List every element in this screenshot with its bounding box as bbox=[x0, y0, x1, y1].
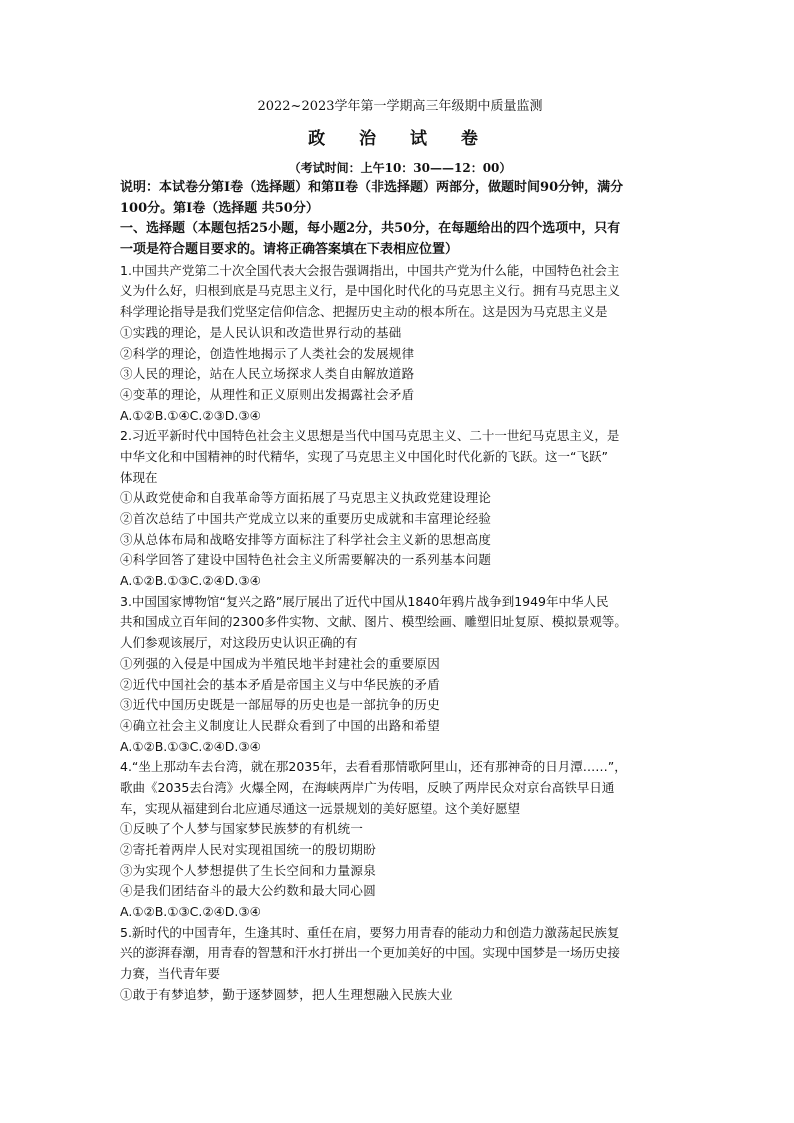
question-stem-line: 3.中国国家博物馆“复兴之路”展厅展出了近代中国从1840年鸦片战争到1949年中华人民 bbox=[120, 593, 609, 609]
section-heading-line-1: 一、选择题（本题包括25小题，每小题2分，共50分，在每题给出的四个选项中，只有 bbox=[120, 221, 621, 237]
question-stem-line: 2.习近平新时代中国特色社会主义思想是当代中国马克思主义、二十一世纪马克思主义，是 bbox=[120, 428, 620, 444]
question-4 bbox=[120, 757, 680, 923]
question-option: ①敢于有梦追梦，勤于逐梦圆梦，把人生理想融入民族大业 bbox=[120, 986, 453, 1002]
instructions-line-1: 说明：本试卷分第Ⅰ卷（选择题）和第Ⅱ卷（非选择题）两部分，做题时间90分钟，满分 bbox=[120, 180, 624, 195]
question-option: ①反映了个人梦与国家梦民族梦的有机统一 bbox=[120, 821, 364, 837]
question-option: ④变革的理论，从理性和正义原则出发揭露社会矛盾 bbox=[120, 386, 415, 402]
question-option: ③近代中国历史既是一部屈辱的历史也是一部抗争的历史 bbox=[120, 697, 441, 713]
exam-time-note: （考试时间：上午10：30——12：00） bbox=[288, 161, 512, 175]
question-stem-line: 1.中国共产党第二十次全国代表大会报告强调指出，中国共产党为什么能，中国特色社会主 bbox=[120, 262, 620, 278]
question-stem-line: 科学理论指导是我们党坚定信仰信念、把握历史主动的根本所在。这是因为马克思主义是 bbox=[120, 304, 608, 320]
question-stem-line: 中华文化和中国精神的时代精华，实现了马克思主义中国化时代化新的飞跃。这一“飞跃” bbox=[120, 448, 608, 464]
question-option: ①从政党使命和自我革命等方面拓展了马克思主义执政党建设理论 bbox=[120, 490, 492, 506]
question-5 bbox=[120, 923, 680, 1006]
question-option: ④是我们团结奋斗的最大公约数和最大同心圆 bbox=[120, 883, 377, 899]
answer-choices: A.①②B.①④C.②③D.③④ bbox=[120, 407, 261, 423]
question-stem-line: 人们参观该展厅，对这段历史认识正确的有 bbox=[120, 635, 358, 651]
question-option: ②科学的理论，创造性地揭示了人类社会的发展规律 bbox=[120, 345, 415, 361]
question-stem-line: 4.“坐上那动车去台湾，就在那2035年，去看看那情歌阿里山，还有那神奇的日月潭……”， bbox=[120, 759, 627, 775]
question-stem-line: 歌曲《2035去台湾》火爆全网，在海峡两岸广为传唱，反映了两岸民众对京台高铁早日通 bbox=[120, 779, 615, 795]
exam-page bbox=[120, 96, 680, 1006]
question-stem-line: 车，实现从福建到台北应通尽通这一远景规划的美好愿望。这个美好愿望 bbox=[120, 800, 521, 816]
exam-title: 2022~2023学年第一学期高三年级期中质量监测 bbox=[257, 99, 543, 114]
question-stem-line: 兴的澎湃春潮，用青春的智慧和汗水打拼出一个更加美好的中国。实现中国梦是一场历史接 bbox=[120, 945, 621, 961]
question-stem-line: 共和国成立百年间的2300多件实物、文献、图片、模型绘画、雕塑旧址复原、模拟景观等。 bbox=[120, 614, 627, 630]
question-option: ④科学回答了建设中国特色社会主义所需要解决的一系列基本问题 bbox=[120, 552, 492, 568]
question-option: ④确立社会主义制度让人民群众看到了中国的出路和希望 bbox=[120, 717, 441, 733]
section-heading-line-2: 一项是符合题目要求的。请将正确答案填在下表相应位置） bbox=[120, 242, 459, 258]
question-2 bbox=[120, 426, 680, 592]
question-option: ②首次总结了中国共产党成立以来的重要历史成就和丰富理论经验 bbox=[120, 511, 492, 526]
answer-choices: A.①②B.①③C.②④D.③④ bbox=[120, 738, 261, 754]
question-stem-line: 体现在 bbox=[120, 469, 158, 485]
question-option: ③人民的理论，站在人民立场探求人类自由解放道路 bbox=[120, 366, 415, 382]
question-option: ③为实现个人梦想提供了生长空间和力量源泉 bbox=[120, 862, 377, 878]
question-stem-line: 义为什么好，归根到底是马克思主义行，是中国化时代化的马克思主义行。拥有马克思主义 bbox=[120, 283, 621, 299]
subject-title: 政 治 试 卷 bbox=[308, 129, 492, 149]
answer-choices: A.①②B.①③C.②④D.③④ bbox=[120, 904, 261, 920]
question-stem-line: 力赛，当代青年要 bbox=[120, 966, 221, 982]
question-option: ①实践的理论，是人民认识和改造世界行动的基础 bbox=[120, 324, 402, 340]
question-option: ②寄托着两岸人民对实现祖国统一的殷切期盼 bbox=[120, 842, 377, 857]
question-option: ①列强的入侵是中国成为半殖民地半封建社会的重要原因 bbox=[120, 655, 441, 671]
instructions-line-2: 100分。第Ⅰ卷（选择题 共50分） bbox=[120, 200, 319, 216]
question-3 bbox=[120, 592, 680, 758]
question-stem-line: 5.新时代的中国青年，生逢其时、重任在肩，要努力用青春的能动力和创造力激荡起民族复 bbox=[120, 924, 620, 940]
question-1 bbox=[120, 261, 680, 427]
question-option: ②近代中国社会的基本矛盾是帝国主义与中华民族的矛盾 bbox=[120, 676, 441, 692]
question-option: ③从总体布局和战略安排等方面标注了科学社会主义新的思想高度 bbox=[120, 531, 492, 547]
answer-choices: A.①②B.①③C.②④D.③④ bbox=[120, 573, 261, 589]
